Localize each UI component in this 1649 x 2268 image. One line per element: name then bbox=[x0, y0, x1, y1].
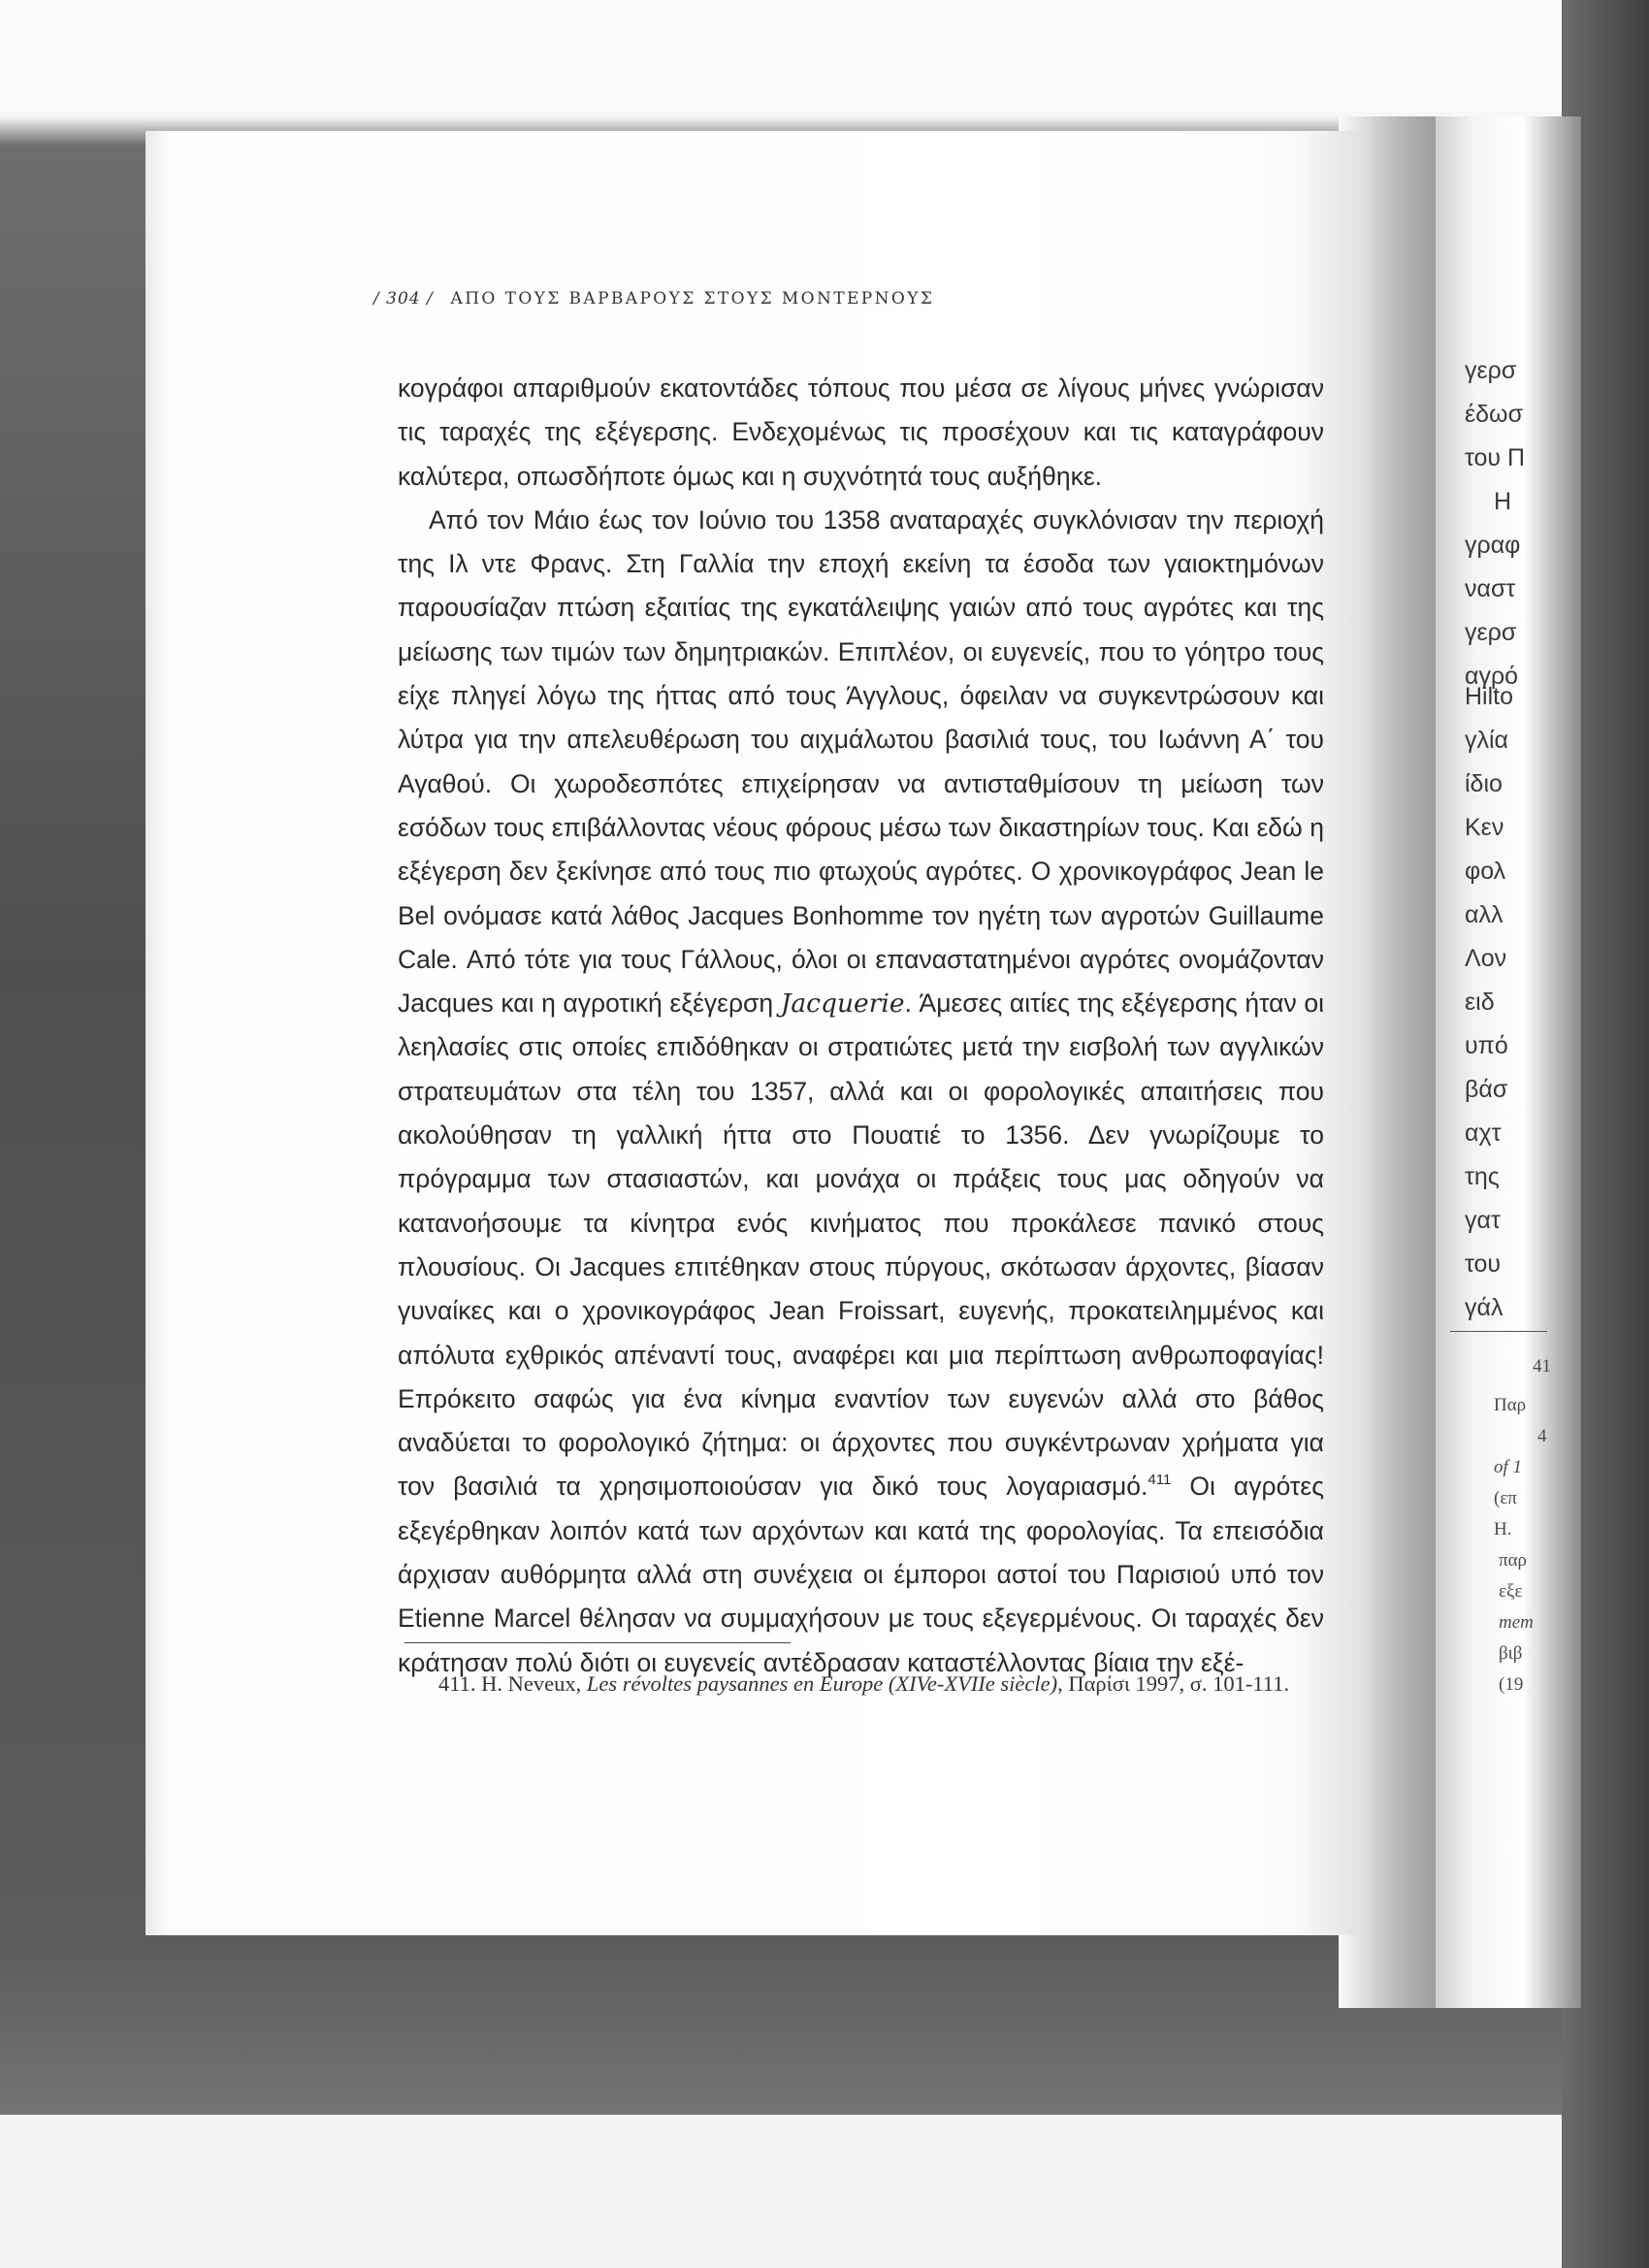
footnote-publication: , Παρίσι 1997, σ. 101-111. bbox=[1057, 1671, 1290, 1696]
right-page-note: H. bbox=[1494, 1519, 1512, 1539]
right-page-note: (19 bbox=[1499, 1674, 1524, 1695]
right-page-note: βιβ bbox=[1499, 1643, 1523, 1664]
right-page-note: mem bbox=[1499, 1612, 1534, 1633]
right-page-line: ειδ bbox=[1465, 988, 1495, 1016]
right-page-note: of 1 bbox=[1494, 1457, 1523, 1477]
right-page-line: του bbox=[1465, 1250, 1502, 1278]
paragraph-2-part-a: Από τον Μάιο έως τον Ιούνιο του 1358 αναταραχές συγκλόνισαν την περιοχή της Ιλ ντε Φρανς. Στη Γαλλία την εποχή εκείνη τα έσοδα των γαιοκτημόνων παρουσίαζαν πτώση εξαιτίας της εγκατάλειψης γαιών από τους αγρότες και της μείωσης των τιμών των δημητριακών. Επιπλέον, οι ευγενείς, που το γόητρο τους είχε πληγεί λόγω της ήττας από τους Άγγλους, όφειλαν να συγκεντρώσουν και λύτρα για την απελευθέρωση του αιχμάλωτου βασιλιά τους, του Ιωάννη Α΄ του Αγαθού. Οι χωροδεσπότες επιχείρησαν να αντισταθμίσουν τη μείωση των εσόδων τους επιβάλλοντας νέους φόρους μέσω των δικαστηρίων τους. Και εδώ η εξέγερση δεν ξεκίνησε από τους πιο φτωχούς αγρότες. Ο χρονικογράφος Jean le Bel ονόμασε κατά λάθος Jacques Bonhomme τον ηγέτη των αγροτών Guillaume Cale. Από τότε για τους Γάλλους, όλοι οι επαναστατημένοι αγρότες ονομάζονταν Jacques και η αγροτική εξέγερση bbox=[398, 504, 1324, 1019]
right-page-line: της bbox=[1465, 1163, 1500, 1190]
right-page-line: Κεν bbox=[1465, 814, 1504, 841]
page-number: / 304 / bbox=[373, 289, 434, 308]
right-page-line: του Π bbox=[1465, 444, 1526, 471]
right-page-line: γερσ bbox=[1465, 619, 1517, 646]
paragraph-2-part-b: . Άμεσες αιτίες της εξέγερσης ήταν οι λεηλασίες στις οποίες επιδόθηκαν οι στρατιώτες μετά την εισβολή των αγγλικών στρατευμάτων στα τέλη του 1357, αλλά και οι φορολογικές απαιτήσεις που ακολούθησαν τη γαλλική ήττα στο Πουατιέ το 1356. Δεν γνωρίζουμε το πρόγραμμα των στασιαστών, και μονάχα οι πράξεις τους μας οδηγούν να κατανοήσουμε τα κίνητρα ενός κινήματος που προκάλεσε πανικό στους πλουσίους. Οι Jacques επιτέθηκαν στους πύργους, σκότωσαν άρχοντες, βίασαν γυναίκες και ο χρονικογράφος Jean Froissart, ευγενής, προκατειλημμένος και απόλυτα εχθρικός απέναντί τους, αναφέρει και μια περίπτωση ανθρωποφαγίας! Επρόκειτο σαφώς για ένα κίνημα εναντίον των ευγενών αλλά στο βάθος αναδύεται το φορολογικό ζήτημα: οι άρχοντες που συγκέντρωναν χρήματα για τον βασιλιά τα χρησιμοποιούσαν για δικό τους λογαριασμό. bbox=[398, 988, 1324, 1502]
footnote-rule bbox=[404, 1642, 791, 1643]
scanner-margin-top bbox=[0, 0, 1649, 112]
body-text bbox=[398, 367, 1324, 1685]
footnote-411 bbox=[398, 1667, 1327, 1701]
footnote-ref-411[interactable]: 411 bbox=[1148, 1472, 1172, 1489]
right-page-line: ναστ bbox=[1465, 575, 1516, 602]
right-page-note: (επ bbox=[1494, 1488, 1517, 1508]
right-page-line: γραφ bbox=[1465, 532, 1521, 559]
running-title: ΑΠΟ ΤΟΥΣ ΒΑΡΒΑΡΟΥΣ ΣΤΟΥΣ ΜΟΝΤΕΡΝΟΥΣ bbox=[450, 289, 935, 308]
right-page-line: γατ bbox=[1465, 1207, 1501, 1234]
right-page-line: αχτ bbox=[1465, 1119, 1502, 1147]
right-page-note: εξε bbox=[1499, 1581, 1523, 1602]
right-page-line: γερσ bbox=[1465, 357, 1517, 384]
right-page-line: έδωσ bbox=[1465, 401, 1524, 428]
right-page-line: Λον bbox=[1465, 945, 1507, 972]
right-page-line: Hilto bbox=[1465, 683, 1514, 710]
right-page-note: 4 bbox=[1537, 1426, 1547, 1446]
paragraph-1: κογράφοι απαριθμούν εκατοντάδες τόπους που μέσα σε λίγους μήνες γνώρισαν τις ταραχές της εξέγερσης. Ενδεχομένως τις προσέχουν και τις καταγράφουν καλύτερα, οπωσδήποτε όμως και η συχνότητά τους αυξήθηκε. bbox=[398, 373, 1324, 491]
scanner-margin-bottom bbox=[0, 2115, 1649, 2268]
right-page-line: αγρό bbox=[1465, 663, 1519, 690]
right-page-line: φολ bbox=[1465, 858, 1506, 885]
right-page-note: 41 bbox=[1533, 1356, 1551, 1377]
right-page-line: υπό bbox=[1465, 1032, 1508, 1059]
paragraph-2 bbox=[398, 499, 1324, 1685]
running-head bbox=[373, 289, 1246, 308]
paragraph-2-part-c: Οι αγρότες εξεγέρθηκαν λοιπόν κατά των αρχόντων και κατά της φορολογίας. Τα επεισόδια άρχισαν αυθόρμητα αλλά στη συνέχεια οι έμποροι αστοί του Παρισιού υπό τον Etienne Marcel θέλησαν να συμμαχήσουν με τους εξεγερμένους. Οι ταραχές δεν κράτησαν πολύ διότι οι ευγενείς αντέδρασαν καταστέλλοντας βίαια την εξέ- bbox=[398, 1472, 1324, 1677]
right-page-line: γάλ bbox=[1465, 1294, 1504, 1321]
footnote-author: 411. H. Neveux, bbox=[438, 1671, 587, 1696]
right-page-note: παρ bbox=[1499, 1550, 1528, 1571]
right-page-line: βάσ bbox=[1465, 1076, 1508, 1103]
jacquerie-term: Jacquerie bbox=[780, 988, 905, 1020]
right-page-note: Παρ bbox=[1494, 1395, 1527, 1415]
right-page-line: ίδιο bbox=[1465, 770, 1503, 797]
right-page-line: αλλ bbox=[1465, 901, 1504, 928]
right-page-line: Η bbox=[1494, 488, 1512, 515]
right-page-footnote-rule bbox=[1450, 1331, 1547, 1332]
footnote-title: Les révoltes paysannes en Europe (XIVe-XVIIe siècle) bbox=[586, 1671, 1058, 1696]
right-page-line: γλία bbox=[1465, 727, 1509, 754]
